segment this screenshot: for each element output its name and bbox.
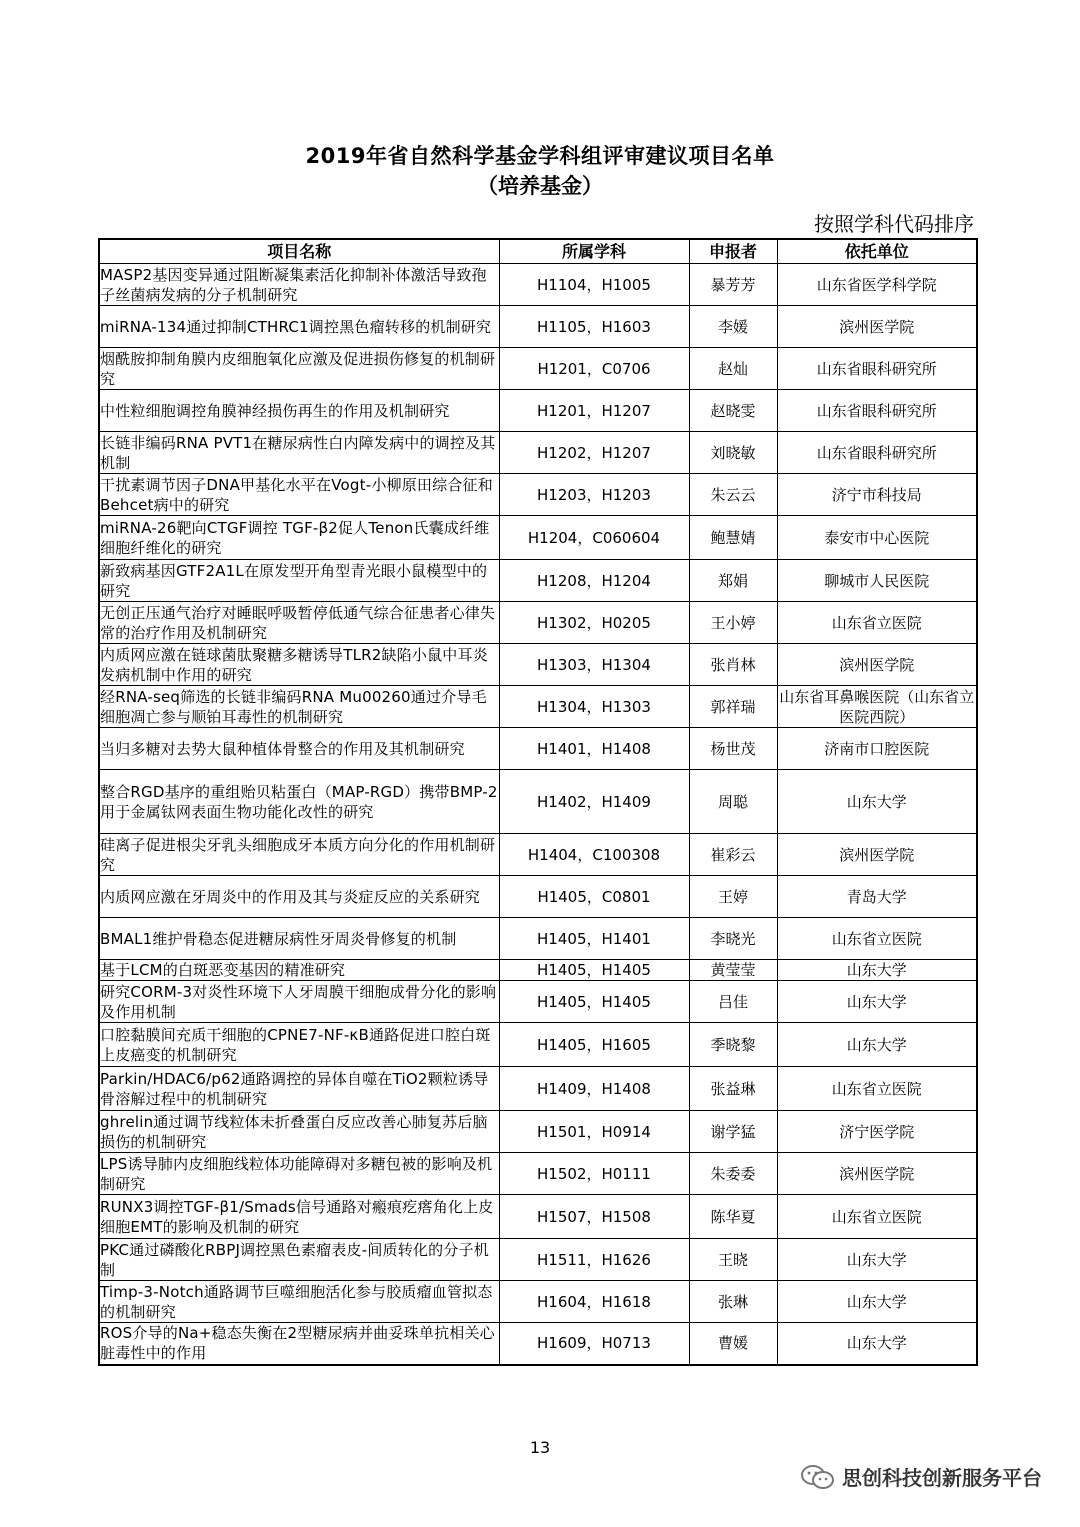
table-row [99,348,977,390]
header-org: 依托单位 [777,239,977,264]
cell-project-name: RUNX3调控TGF-β1/Smads信号通路对瘢痕疙瘩角化上皮细胞EMT的影响及机制的研究 [99,1195,499,1239]
cell-project-name: 基于LCM的白斑恶变基因的精准研究 [99,960,499,981]
cell-applicant: 杨世茂 [689,728,777,770]
table-row [99,390,977,432]
cell-subject: H1302，H0205 [499,602,689,644]
cell-subject: H1303，H1304 [499,644,689,686]
footer-text: 思创科技创新服务平台 [842,1466,1042,1490]
cell-subject: H1105，H1603 [499,306,689,348]
table-row [99,1023,977,1067]
cell-applicant: 郭祥瑞 [689,686,777,728]
cell-applicant: 王婷 [689,876,777,918]
cell-project-name: 经RNA-seq筛选的长链非编码RNA Mu00260通过介导毛细胞凋亡参与顺铂耳毒性的机制研究 [99,686,499,728]
page-title: 2019年省自然科学基金学科组评审建议项目名单 [305,144,775,168]
table-row [99,516,977,560]
cell-org: 青岛大学 [777,876,977,918]
header-name: 项目名称 [99,239,499,264]
cell-subject: H1203，H1203 [499,474,689,516]
cell-applicant: 朱委委 [689,1153,777,1195]
cell-subject: H1405，H1405 [499,960,689,981]
cell-org: 滨州医学院 [777,644,977,686]
page-subtitle: （培养基金） [477,174,603,198]
cell-project-name: LPS诱导肺内皮细胞线粒体功能障碍对多糖包被的影响及机制研究 [99,1153,499,1195]
cell-subject: H1201，H1207 [499,390,689,432]
table-row [99,602,977,644]
cell-subject: H1204，C060604 [499,516,689,560]
cell-org: 山东大学 [777,1323,977,1365]
cell-subject: H1511，H1626 [499,1239,689,1281]
table-row [99,1323,977,1365]
cell-subject: H1201，C0706 [499,348,689,390]
cell-applicant: 谢学猛 [689,1111,777,1153]
cell-subject: H1202，H1207 [499,432,689,474]
cell-subject: H1409，H1408 [499,1067,689,1111]
cell-applicant: 王晓 [689,1239,777,1281]
cell-applicant: 曹媛 [689,1323,777,1365]
cell-org: 山东大学 [777,1023,977,1067]
cell-org: 山东大学 [777,960,977,981]
header-subject: 所属学科 [499,239,689,264]
cell-org: 山东省眼科研究所 [777,432,977,474]
cell-applicant: 李媛 [689,306,777,348]
cell-org: 泰安市中心医院 [777,516,977,560]
cell-project-name: 中性粒细胞调控角膜神经损伤再生的作用及机制研究 [99,390,499,432]
cell-applicant: 李晓光 [689,918,777,960]
cell-project-name: 干扰素调节因子DNA甲基化水平在Vogt-小柳原田综合征和Behcet病中的研究 [99,474,499,516]
cell-subject: H1604，H1618 [499,1281,689,1323]
cell-project-name: 研究CORM-3对炎性环境下人牙周膜干细胞成骨分化的影响及作用机制 [99,981,499,1023]
table-header-row [99,239,977,264]
cell-subject: H1405，C0801 [499,876,689,918]
cell-applicant: 朱云云 [689,474,777,516]
cell-project-name: 当归多糖对去势大鼠种植体骨整合的作用及其机制研究 [99,728,499,770]
cell-project-name: 内质网应激在链球菌肽聚糖多糖诱导TLR2缺陷小鼠中耳炎发病机制中作用的研究 [99,644,499,686]
cell-applicant: 陈华夏 [689,1195,777,1239]
cell-org: 滨州医学院 [777,1153,977,1195]
cell-subject: H1304，H1303 [499,686,689,728]
page-number: 13 [529,1438,551,1457]
cell-subject: H1402，H1409 [499,770,689,834]
cell-org: 济宁市科技局 [777,474,977,516]
project-table [98,238,978,1366]
cell-applicant: 吕佳 [689,981,777,1023]
header-applicant: 申报者 [689,239,777,264]
cell-project-name: 新致病基因GTF2A1L在原发型开角型青光眼小鼠模型中的研究 [99,560,499,602]
cell-subject: H1208，H1204 [499,560,689,602]
cell-applicant: 王小婷 [689,602,777,644]
cell-applicant: 张肖林 [689,644,777,686]
table-row [99,876,977,918]
cell-project-name: 无创正压通气治疗对睡眠呼吸暂停低通气综合征患者心律失常的治疗作用及机制研究 [99,602,499,644]
wechat-icon [800,1464,836,1490]
cell-project-name: 内质网应激在牙周炎中的作用及其与炎症反应的关系研究 [99,876,499,918]
cell-project-name: BMAL1维护骨稳态促进糖尿病性牙周炎骨修复的机制 [99,918,499,960]
cell-org: 滨州医学院 [777,306,977,348]
table-row [99,644,977,686]
cell-project-name: miRNA-134通过抑制CTHRC1调控黑色瘤转移的机制研究 [99,306,499,348]
table-row [99,1153,977,1195]
sort-note: 按照学科代码排序 [814,212,974,236]
table-row [99,560,977,602]
cell-project-name: 烟酰胺抑制角膜内皮细胞氧化应激及促进损伤修复的机制研究 [99,348,499,390]
cell-subject: H1405，H1405 [499,981,689,1023]
table-row [99,686,977,728]
cell-project-name: Timp-3-Notch通路调节巨噬细胞活化参与胶质瘤血管拟态的机制研究 [99,1281,499,1323]
table-row [99,306,977,348]
cell-subject: H1502，H0111 [499,1153,689,1195]
cell-applicant: 鲍慧婧 [689,516,777,560]
cell-applicant: 暴芳芳 [689,264,777,306]
cell-applicant: 郑娟 [689,560,777,602]
cell-org: 山东省立医院 [777,1195,977,1239]
cell-org: 滨州医学院 [777,834,977,876]
cell-org: 山东省眼科研究所 [777,348,977,390]
table-row [99,264,977,306]
cell-org: 山东省立医院 [777,1067,977,1111]
cell-org: 山东省立医院 [777,602,977,644]
table-row [99,960,977,981]
footer-brand [800,1462,1042,1491]
table-row [99,728,977,770]
cell-org: 聊城市人民医院 [777,560,977,602]
cell-project-name: ROS介导的Na+稳态失衡在2型糖尿病并曲妥珠单抗相关心脏毒性中的作用 [99,1323,499,1365]
table-row [99,834,977,876]
table-row [99,981,977,1023]
cell-project-name: Parkin/HDAC6/p62通路调控的异体自噬在TiO2颗粒诱导骨溶解过程中的机制研究 [99,1067,499,1111]
cell-applicant: 张益琳 [689,1067,777,1111]
table-row [99,474,977,516]
cell-subject: H1501，H0914 [499,1111,689,1153]
cell-org: 山东省眼科研究所 [777,390,977,432]
cell-project-name: PKC通过磷酸化RBPJ调控黑色素瘤表皮-间质转化的分子机制 [99,1239,499,1281]
cell-org: 山东大学 [777,981,977,1023]
table-row [99,1239,977,1281]
table-row [99,1195,977,1239]
cell-applicant: 赵灿 [689,348,777,390]
cell-project-name: 口腔黏膜间充质干细胞的CPNE7-NF-κB通路促进口腔白斑上皮癌变的机制研究 [99,1023,499,1067]
cell-project-name: miRNA-26靶向CTGF调控 TGF-β2促人Tenon氏囊成纤维细胞纤维化的研究 [99,516,499,560]
cell-subject: H1404，C100308 [499,834,689,876]
table-row [99,1067,977,1111]
cell-project-name: ghrelin通过调节线粒体未折叠蛋白反应改善心肺复苏后脑损伤的机制研究 [99,1111,499,1153]
cell-org: 山东大学 [777,1281,977,1323]
cell-org: 山东省立医院 [777,918,977,960]
cell-subject: H1401，H1408 [499,728,689,770]
cell-org: 山东大学 [777,1239,977,1281]
cell-applicant: 崔彩云 [689,834,777,876]
table-row [99,1281,977,1323]
table-row [99,1111,977,1153]
cell-org: 山东省医学科学院 [777,264,977,306]
cell-applicant: 黄莹莹 [689,960,777,981]
cell-project-name: MASP2基因变异通过阻断凝集素活化抑制补体激活导致孢子丝菌病发病的分子机制研究 [99,264,499,306]
cell-applicant: 赵晓雯 [689,390,777,432]
cell-applicant: 刘晓敏 [689,432,777,474]
cell-subject: H1405，H1605 [499,1023,689,1067]
cell-project-name: 硅离子促进根尖牙乳头细胞成牙本质方向分化的作用机制研究 [99,834,499,876]
cell-subject: H1104，H1005 [499,264,689,306]
cell-subject: H1507，H1508 [499,1195,689,1239]
table-row [99,770,977,834]
table-row [99,918,977,960]
cell-org: 济南市口腔医院 [777,728,977,770]
cell-org: 山东省耳鼻喉医院（山东省立医院西院） [777,686,977,728]
table-row [99,432,977,474]
cell-applicant: 季晓黎 [689,1023,777,1067]
cell-applicant: 周聪 [689,770,777,834]
cell-org: 山东大学 [777,770,977,834]
cell-applicant: 张琳 [689,1281,777,1323]
cell-org: 济宁医学院 [777,1111,977,1153]
cell-project-name: 长链非编码RNA PVT1在糖尿病性白内障发病中的调控及其机制 [99,432,499,474]
cell-subject: H1609，H0713 [499,1323,689,1365]
cell-project-name: 整合RGD基序的重组贻贝粘蛋白（MAP-RGD）携带BMP-2用于金属钛网表面生物功能化改性的研究 [99,770,499,834]
cell-subject: H1405，H1401 [499,918,689,960]
